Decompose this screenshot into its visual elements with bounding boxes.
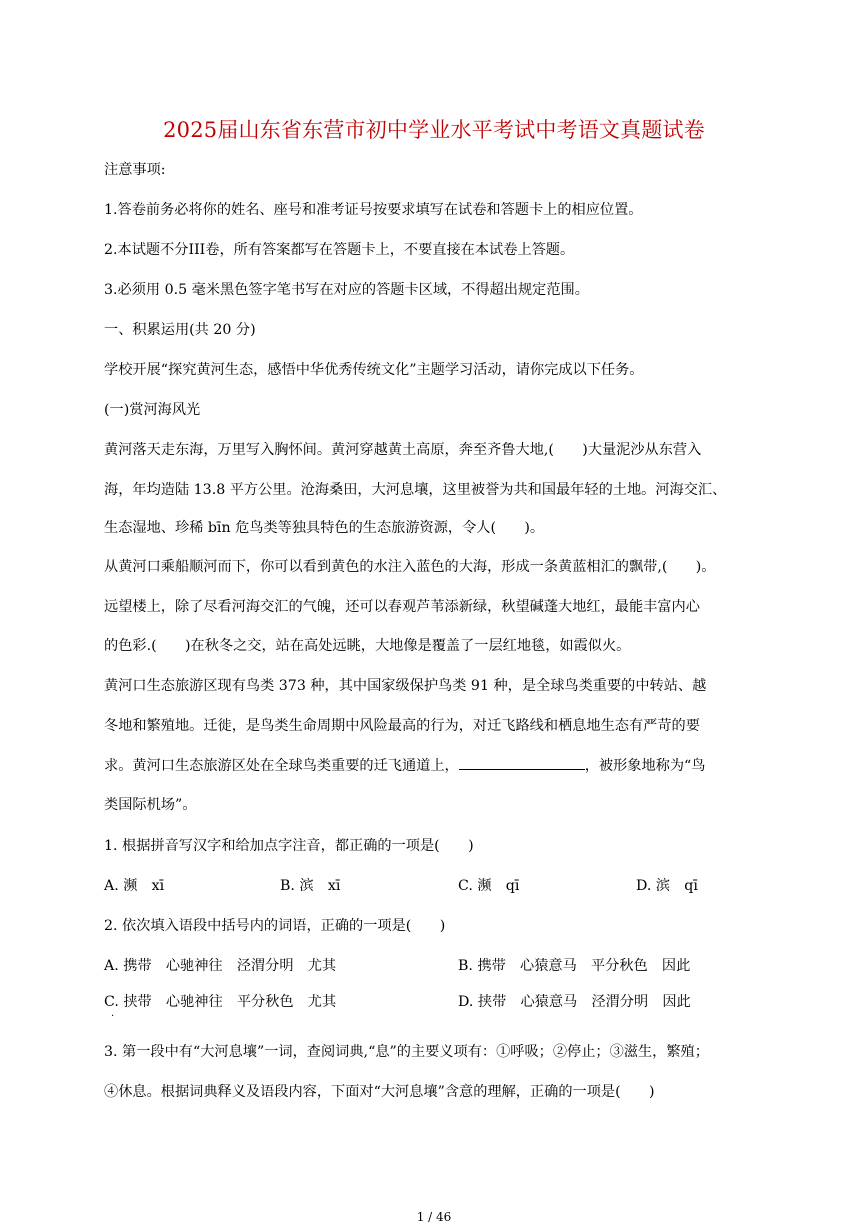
q2-option-d: D. 挟带 心猿意马 泾渭分明 因此	[458, 994, 691, 1010]
note-item: 3.必须用 0.5 毫米黑色签字笔书写在对应的答题卡区域，不得超出规定范围。	[104, 282, 589, 298]
q1-option-a: A. 濒 xī	[104, 878, 165, 894]
section-intro: 学校开展“探究黄河生态，感悟中华优秀传统文化”主题学习活动，请你完成以下任务。	[104, 362, 644, 378]
passage-line: 远望楼上，除了尽看河海交汇的气魄，还可以春观芦苇添新绿，秋望碱蓬大地红，最能丰富内心	[104, 599, 700, 615]
q2-option-a: A. 携带 心驰神往 泾渭分明 尤其	[104, 958, 337, 974]
q1-option-c: C. 濒 qī	[458, 878, 520, 894]
question-stem: 3. 第一段中有“大河息壤”一词，查阅词典,“息”的主要义项有：①呼吸；②停止；③滋生，繁殖；	[104, 1044, 709, 1060]
passage-line: 冬地和繁殖地。迁徙，是鸟类生命周期中风险最高的行为，对迁飞路线和栖息地生态有严苛的要	[104, 718, 700, 734]
passage-line: 黄河口生态旅游区现有鸟类 373 种，其中国家级保护鸟类 91 种，是全球鸟类重要的中转站、越	[104, 678, 707, 694]
passage-line: 海，年均造陆 13.8 平方公里。沧海桑田，大河息壤，这里被誉为共和国最年轻的土地。河海交汇、	[104, 482, 727, 498]
q2-option-b: B. 携带 心猿意马 平分秋色 因此	[458, 958, 691, 974]
q1-option-b: B. 滨 xī	[280, 878, 341, 894]
passage-line: 类国际机场”。	[104, 797, 197, 813]
question-stem: 1. 根据拼音写汉字和给加点字注音，都正确的一项是( )	[104, 838, 474, 854]
notes-heading: 注意事项:	[104, 162, 166, 178]
subsection-heading: (一)赏河海风光	[104, 402, 201, 418]
passage-text: ，被形象地称为“鸟	[584, 758, 706, 774]
section-heading: 一、积累运用(共 20 分)	[104, 322, 256, 338]
note-item: 1.答卷前务必将你的姓名、座号和准考证号按要求填写在试卷和答题卡上的相应位置。	[104, 202, 643, 218]
q1-option-d: D. 滨 qī	[636, 878, 698, 894]
answer-blank	[459, 755, 585, 770]
page-number: 1 / 46	[416, 1210, 452, 1224]
document-title: 2025届山东省东营市初中学业水平考试中考语文真题试卷	[163, 118, 705, 142]
passage-text: 求。黄河口生态旅游区处在全球鸟类重要的迁飞通道上，	[104, 758, 459, 774]
passage-line: 生态湿地、珍稀 bīn 危鸟类等独具特色的生态旅游资源，令人( )。	[104, 520, 545, 536]
emphasis-dot: ·	[111, 1011, 115, 1022]
q2-option-c: C. 挟带 心驰神往 平分秋色 尤其	[104, 994, 337, 1010]
note-item: 2.本试题不分III卷，所有答案都写在答题卡上，不要直接在本试卷上答题。	[104, 242, 575, 258]
passage-line: 的色彩.( )在秋冬之交，站在高处远眺，大地像是覆盖了一层红地毯，如霞似火。	[104, 638, 631, 654]
passage-line-with-blank	[104, 755, 772, 776]
question-stem: ④休息。根据词典释义及语段内容，下面对“大河息壤”含意的理解，正确的一项是( )	[104, 1084, 655, 1100]
question-stem: 2. 依次填入语段中括号内的词语，正确的一项是( )	[104, 918, 446, 934]
passage-line: 黄河落天走东海，万里写入胸怀间。黄河穿越黄土高原，奔至齐鲁大地,( )大量泥沙从东营入	[104, 442, 702, 458]
passage-line: 从黄河口乘船顺河而下，你可以看到黄色的水注入蓝色的大海，形成一条黄蓝相汇的飘带,( )。	[104, 559, 716, 575]
